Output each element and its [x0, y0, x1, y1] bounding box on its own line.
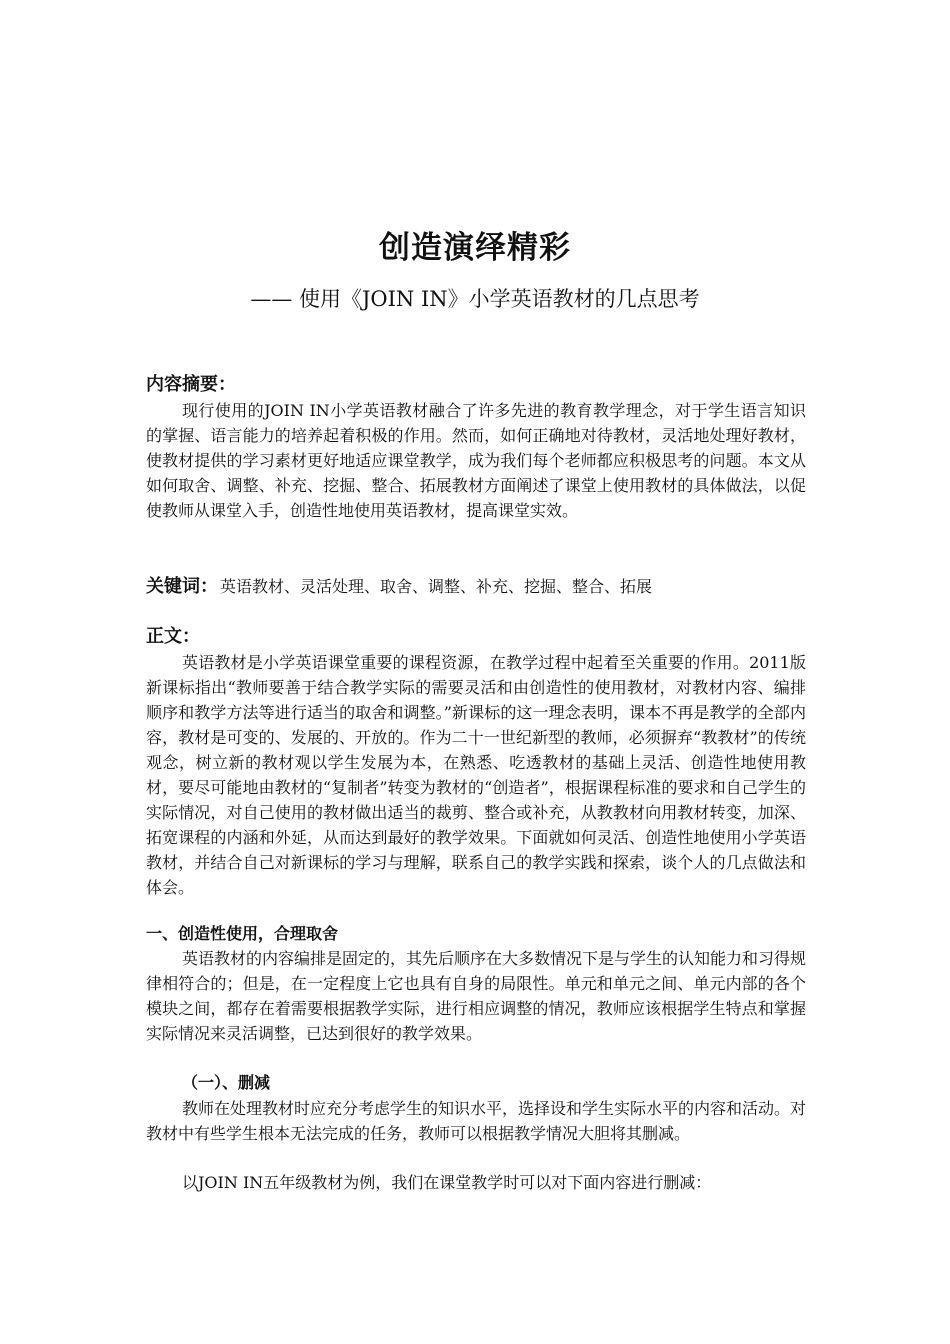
document-subtitle: —— 使用《JOIN IN》小学英语教材的几点思考 [250, 287, 700, 311]
keywords-label: 关键词： [146, 576, 218, 597]
document-title: 创造演绎精彩 [379, 230, 571, 266]
abstract-text: 现行使用的JOIN IN小学英语教材融合了许多先进的教育教学理念，对于学生语言知识的掌握、语言能力的培养起着积极的作用。然而，如何正确地对待教材，灵活地处理好教材，使教材提供的学习素材更好地适应课堂教学，成为我们每个老师都应积极思考的问题。本文从如何取舍、调整、补充、挖掘、整合、拓展教材方面阐述了课堂上使用教材的具体做法，以促使教师从课堂入手，创造性地使用英语教材，提高课堂实效。 [146, 401, 806, 520]
subsection-1-example: 以JOIN IN五年级教材为例，我们在课堂教学时可以对下面内容进行删减： [182, 1173, 712, 1192]
section-1-heading: 一、创造性使用，合理取舍 [146, 924, 339, 943]
subsection-1-heading: （一）、删减 [182, 1073, 271, 1092]
keywords-line [146, 573, 826, 601]
abstract-heading: 内容摘要： [146, 374, 236, 395]
keywords-text: 英语教材、灵活处理、取舍、调整、补充、挖掘、整合、拓展 [220, 577, 653, 596]
subsection-1-paragraph: 教师在处理教材时应充分考虑学生的知识水平，选择设和学生实际水平的内容和活动。对教材中有些学生根本无法完成的任务，教师可以根据教学情况大胆将其删减。 [146, 1099, 807, 1143]
body-intro-paragraph: 英语教材是小学英语课堂重要的课程资源，在教学过程中起着至关重要的作用。2011版新课标指出“教师要善于结合教学实际的需要灵活和由创造性的使用教材，对教材内容、编排顺序和教学方法等进行适当的取舍和调整。”新课标的这一理念表明，课本不再是教学的全部内容，教材是可变的、发展的、开放的。作为二十一世纪新型的教师，必须摒弃“教教材”的传统观念，树立新的教材观以学生发展为本，在熟悉、吃透教材的基础上灵活、创造性地使用教材，要尽可能地由教材的“复制者”转变为教材的“创造者”，根据课程标准的要求和自己学生的实际情况，对自己使用的教材做出适当的裁剪、整合或补充，从教教材向用教材转变，加深、拓宽课程的内涵和外延，从而达到最好的教学效果。下面就如何灵活、创造性地使用小学英语教材，并结合自己对新课标的学习与理解，联系自己的教学实践和探索，谈个人的几点做法和体会。 [146, 653, 806, 897]
section-1-paragraph: 英语教材的内容编排是固定的，其先后顺序在大多数情况下是与学生的认知能力和习得规律相符合的；但是，在一定程度上它也具有自身的局限性。单元和单元之间、单元内部的各个模块之间，都存在着需要根据教学实际，进行相应调整的情况，教师应该根据学生特点和掌握实际情况来灵活调整，已达到很好的教学效果。 [146, 949, 807, 1043]
body-heading: 正文： [146, 626, 200, 647]
